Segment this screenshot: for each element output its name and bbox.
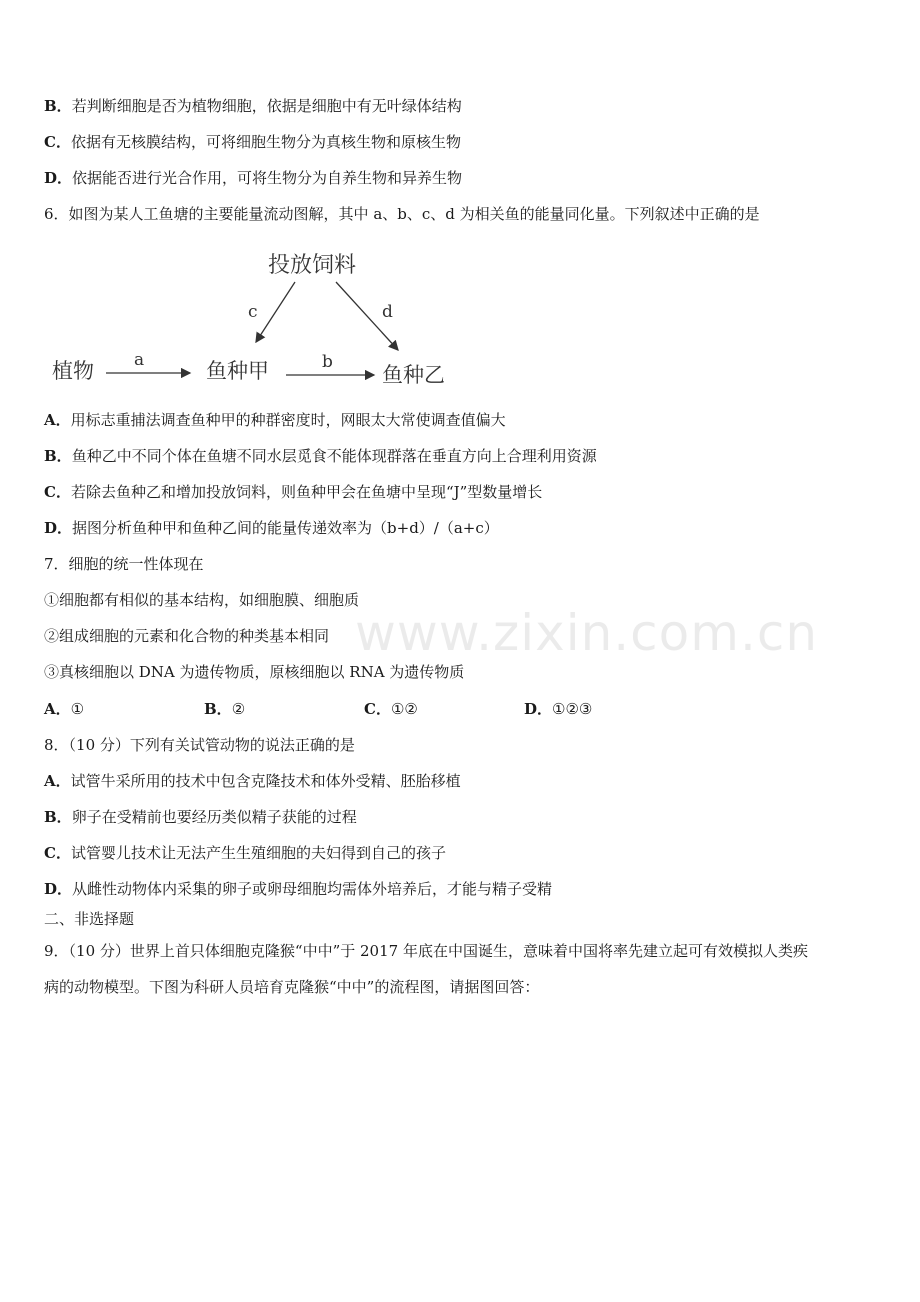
option-text: 试管婴儿技术让无法产生生殖细胞的夫妇得到自己的孩子 bbox=[70, 844, 446, 862]
q8-option-a bbox=[44, 771, 461, 791]
option-text: 依据能否进行光合作用，可将生物分为自养生物和异养生物 bbox=[72, 169, 463, 187]
option-text: 据图分析鱼种甲和鱼种乙间的能量传递效率为（b+d）/（a+c） bbox=[72, 519, 499, 537]
option-label: C． bbox=[44, 483, 71, 501]
label-a: a bbox=[134, 350, 145, 370]
option-label: A． bbox=[44, 411, 71, 429]
option-text: 卵子在受精前也要经历类似精子获能的过程 bbox=[71, 808, 357, 826]
q5-option-c bbox=[44, 132, 461, 152]
q7-option-b bbox=[204, 699, 245, 719]
option-label: A． bbox=[44, 772, 71, 790]
section-heading: 二、非选择题 bbox=[44, 910, 135, 928]
fish-b-node: 鱼种乙 bbox=[382, 363, 445, 387]
feed-node: 投放饲料 bbox=[268, 253, 357, 278]
option-label: A． bbox=[44, 700, 71, 718]
q6-option-d bbox=[44, 518, 499, 538]
q7-stem: 7．细胞的统一性体现在 bbox=[44, 555, 204, 573]
q7-statement-2: ②组成细胞的元素和化合物的种类基本相同 bbox=[44, 627, 330, 645]
option-text: ② bbox=[231, 700, 246, 718]
q8-option-d bbox=[44, 879, 552, 899]
q8-option-c bbox=[44, 843, 446, 863]
arrow-c bbox=[256, 282, 295, 342]
option-text: 用标志重捕法调查鱼种甲的种群密度时，网眼太大常使调查值偏大 bbox=[70, 411, 506, 429]
option-text: ①② bbox=[390, 700, 418, 718]
q8-stem: 8．（10 分）下列有关试管动物的说法正确的是 bbox=[44, 736, 355, 754]
option-label: D． bbox=[44, 169, 73, 187]
option-text: 依据有无核膜结构，可将细胞生物分为真核生物和原核生物 bbox=[70, 133, 461, 151]
option-label: B． bbox=[204, 700, 232, 718]
q5-option-d bbox=[44, 168, 462, 188]
option-label: B． bbox=[44, 97, 72, 115]
q7-option-d bbox=[524, 699, 592, 719]
option-label: C． bbox=[364, 700, 391, 718]
option-text: ① bbox=[70, 700, 85, 718]
label-d: d bbox=[382, 302, 393, 322]
q5-option-b bbox=[44, 96, 462, 116]
watermark: www.zixin.com.cn bbox=[355, 604, 819, 662]
option-text: 若判断细胞是否为植物细胞，依据是细胞中有无叶绿体结构 bbox=[71, 97, 462, 115]
q7-option-a bbox=[44, 699, 84, 719]
option-label: B． bbox=[44, 808, 72, 826]
q6-option-b bbox=[44, 446, 597, 466]
q9-stem-line-1: 9．（10 分）世界上首只体细胞克隆猴“中中”于 2017 年底在中国诞生，意味着中国将率先建立起可有效模拟人类疾 bbox=[44, 942, 808, 960]
option-label: D． bbox=[44, 880, 73, 898]
label-c: c bbox=[248, 302, 258, 322]
option-text: 鱼种乙中不同个体在鱼塘不同水层觅食不能体现群落在垂直方向上合理利用资源 bbox=[71, 447, 597, 465]
plant-node: 植物 bbox=[52, 359, 94, 383]
option-text: 从雌性动物体内采集的卵子或卵母细胞均需体外培养后，才能与精子受精 bbox=[72, 880, 553, 898]
q7-option-c bbox=[364, 699, 418, 719]
option-text: ①②③ bbox=[552, 700, 593, 718]
option-label: B． bbox=[44, 447, 72, 465]
q7-statement-3: ③真核细胞以 DNA 为遗传物质，原核细胞以 RNA 为遗传物质 bbox=[44, 663, 465, 681]
energy-flow-diagram bbox=[40, 242, 480, 392]
q6-option-a bbox=[44, 410, 506, 430]
q8-option-b bbox=[44, 807, 357, 827]
option-label: D． bbox=[44, 519, 73, 537]
q6-stem: 6．如图为某人工鱼塘的主要能量流动图解，其中 a、b、c、d 为相关鱼的能量同化量。下列叙述中正确的是 bbox=[44, 205, 760, 223]
option-label: D． bbox=[524, 700, 553, 718]
option-label: C． bbox=[44, 844, 71, 862]
q7-statement-1: ①细胞都有相似的基本结构，如细胞膜、细胞质 bbox=[44, 591, 360, 609]
option-label: C． bbox=[44, 133, 71, 151]
label-b: b bbox=[322, 352, 333, 372]
q9-stem-line-2: 病的动物模型。下图为科研人员培育克隆猴“中中”的流程图，请据图回答： bbox=[44, 978, 540, 996]
fish-a-node: 鱼种甲 bbox=[206, 359, 269, 383]
option-text: 若除去鱼种乙和增加投放饲料，则鱼种甲会在鱼塘中呈现“J”型数量增长 bbox=[70, 483, 543, 501]
q6-option-c bbox=[44, 482, 542, 502]
option-text: 试管牛采所用的技术中包含克隆技术和体外受精、胚胎移植 bbox=[70, 772, 461, 790]
